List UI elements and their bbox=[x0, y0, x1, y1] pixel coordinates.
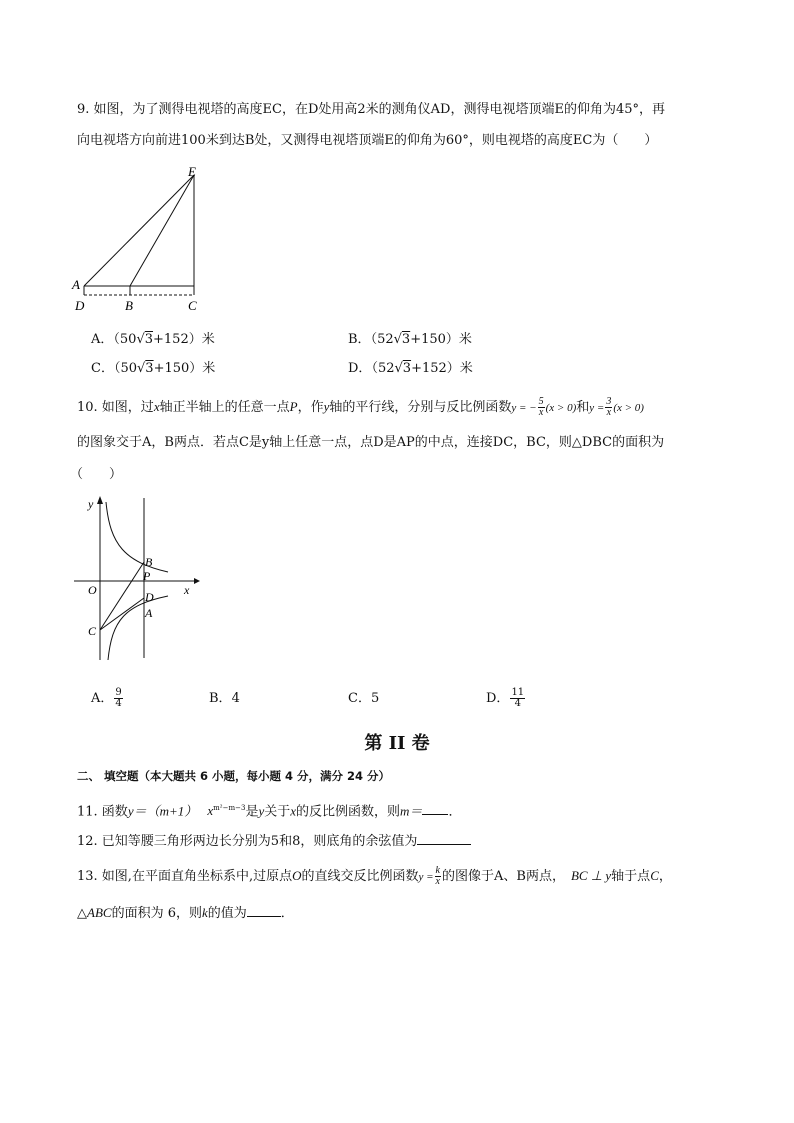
line-cd bbox=[100, 598, 144, 630]
ae-line bbox=[84, 175, 194, 286]
q10-text-line2: 的图象交于A，B两点．若点C是y轴上任意一点，点D是AP的中点，连接DC，BC，则△DBC的面积为 bbox=[77, 435, 665, 450]
label-a: A bbox=[145, 606, 153, 620]
q9-option-b[interactable]: B．（52√3+150）米 bbox=[348, 332, 472, 347]
q11-answer-blank[interactable] bbox=[422, 801, 448, 815]
section-heading: 二、 填空题（本大题共 6 小题，每小题 4 分，满分 24 分） bbox=[77, 769, 391, 783]
q10-graph-figure bbox=[70, 490, 210, 665]
q13-answer-blank[interactable] bbox=[247, 903, 281, 917]
line-cb bbox=[100, 562, 144, 630]
label-a: A bbox=[72, 277, 80, 292]
label-c: C bbox=[88, 624, 97, 638]
label-b: B bbox=[125, 298, 133, 313]
y-axis-arrow bbox=[97, 496, 103, 504]
label-y: y bbox=[88, 497, 94, 511]
label-d: D bbox=[75, 298, 85, 313]
label-d: D bbox=[145, 590, 154, 604]
label-o: O bbox=[88, 583, 97, 597]
q9-text-line2: 向电视塔方向前进100米到达B处，又测得电视塔顶端E的仰角为60°，则电视塔的高度EC为（ ） bbox=[77, 133, 658, 148]
q13-text-line2: △ABC的面积为 6，则k的值为 ． bbox=[77, 905, 294, 921]
label-e: E bbox=[188, 164, 196, 179]
label-b: B bbox=[145, 555, 153, 569]
q10-text-line1: 10. 如图，过x轴正半轴上的任意一点P，作y轴的平行线，分别与反比例函数y = − $\frac{5}{x}$ (x > 0)和y = $\frac{3}{x}$ (x > 0) bbox=[77, 396, 644, 418]
lower-hyperbola bbox=[108, 596, 168, 660]
q9-tower-figure bbox=[70, 162, 210, 316]
q9-text-line1: 9. 如图，为了测得电视塔的高度EC，在D处用高2米的测角仪AD，测得电视塔顶端E的仰角为45°，再 bbox=[77, 102, 666, 117]
q11-text: 11. 函数y＝（m+1） $x^{m^2-m-3}$是y关于x的反比例函数，则m＝ ． bbox=[77, 803, 462, 820]
label-x: x bbox=[184, 583, 190, 597]
part-title: 第 II 卷 bbox=[364, 733, 430, 754]
q10-option-d[interactable]: D． $\frac{11}{4}$ bbox=[486, 687, 525, 709]
q12-text: 12. 已知等腰三角形两边长分别为5和8，则底角的余弦值为 bbox=[77, 831, 471, 851]
q10-option-b[interactable]: B．4 bbox=[209, 691, 240, 706]
q12-answer-blank[interactable] bbox=[417, 831, 471, 845]
upper-hyperbola bbox=[106, 502, 168, 572]
label-p: P bbox=[143, 569, 151, 583]
x-axis-arrow bbox=[194, 578, 200, 584]
q9-option-a[interactable]: A．（50√3+152）米 bbox=[91, 332, 215, 347]
q10-option-a[interactable]: A． $\frac{9}{4}$ bbox=[91, 687, 122, 709]
q10-option-c[interactable]: C．5 bbox=[348, 691, 380, 706]
q9-option-c[interactable]: C．（50√3+150）米 bbox=[91, 361, 216, 376]
q13-text-line1: 13. 如图,在平面直角坐标系中,过原点O的直线交反比例函数y = $\frac{k}{x}$ 的图像于A、B两点， BC ⊥ y轴于点C， bbox=[77, 865, 672, 887]
q9-option-d[interactable]: D．（52√3+152）米 bbox=[348, 361, 473, 376]
label-c: C bbox=[188, 298, 197, 313]
q10-text-line3: （ ） bbox=[70, 467, 123, 482]
